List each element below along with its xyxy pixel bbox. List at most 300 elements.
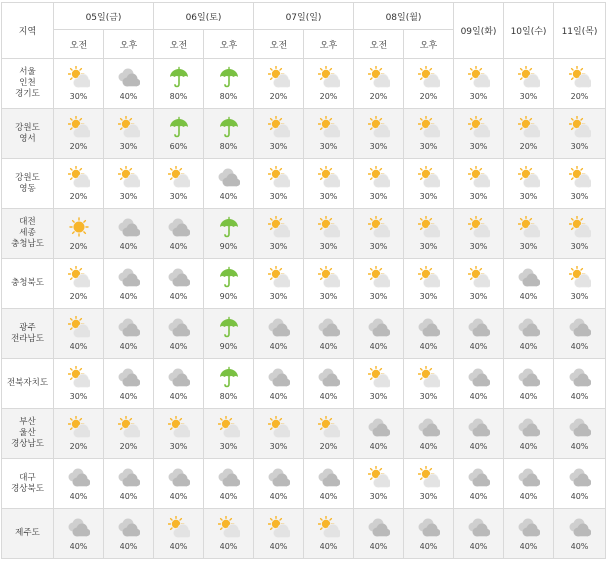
cloudy-icon [518,266,540,288]
cloudy-icon [518,316,540,338]
forecast-cell [154,209,204,259]
precipitation-probability: 40% [269,492,288,501]
precipitation-probability: 40% [119,542,138,551]
forecast-cell [554,159,606,209]
pm-header: 오후 [204,30,254,59]
region-name-line: 충청남도 [11,239,44,249]
umbrella-icon [218,66,240,88]
precipitation-probability: 20% [269,92,288,101]
forecast-cell [154,109,204,159]
forecast-cell [354,259,404,309]
region-name-line: 부산 [19,417,36,427]
forecast-cell [104,509,154,559]
forecast-cell [504,409,554,459]
forecast-cell [454,209,504,259]
forecast-cell [254,359,304,409]
forecast-cell [504,209,554,259]
precipitation-probability: 40% [169,242,188,251]
region-cell [2,509,54,559]
partly-cloudy-icon [368,216,390,238]
precipitation-probability: 40% [369,342,388,351]
day-header: 08일(월) [354,3,454,30]
partly-cloudy-icon [368,266,390,288]
precipitation-probability: 40% [419,542,438,551]
region-name-line: 세종 [19,228,36,238]
cloudy-icon [318,466,340,488]
forecast-cell [454,459,504,509]
partly-cloudy-icon [268,216,290,238]
partly-cloudy-icon [418,116,440,138]
forecast-cell [154,309,204,359]
table-row [2,309,606,359]
precipitation-probability: 40% [269,392,288,401]
forecast-cell [104,59,154,109]
partly-cloudy-icon [318,166,340,188]
forecast-cell [54,109,104,159]
forecast-cell [354,159,404,209]
day-header: 10일(수) [504,3,554,59]
forecast-cell [154,359,204,409]
region-cell [2,59,54,109]
precipitation-probability: 30% [469,292,488,301]
forecast-cell [404,309,454,359]
precipitation-probability: 80% [169,92,188,101]
partly-cloudy-icon [518,116,540,138]
forecast-cell [54,459,104,509]
precipitation-probability: 30% [469,142,488,151]
partly-cloudy-icon [468,66,490,88]
forecast-cell [304,509,354,559]
cloudy-icon [118,466,140,488]
day-header: 07일(일) [254,3,354,30]
forecast-cell [554,509,606,559]
precipitation-probability: 30% [169,192,188,201]
forecast-cell [254,509,304,559]
precipitation-probability: 30% [369,492,388,501]
forecast-cell [454,159,504,209]
precipitation-probability: 20% [319,92,338,101]
partly-cloudy-icon [518,66,540,88]
partly-cloudy-icon [68,166,90,188]
precipitation-probability: 40% [369,442,388,451]
forecast-cell [304,109,354,159]
precipitation-probability: 30% [419,242,438,251]
region-name-line: 경상북도 [11,483,44,494]
forecast-cell [354,209,404,259]
cloudy-icon [518,466,540,488]
partly-cloudy-icon [468,216,490,238]
partly-cloudy-icon [68,266,90,288]
forecast-cell [354,359,404,409]
partly-cloudy-icon [569,166,591,188]
region-cell [2,409,54,459]
precipitation-probability: 30% [570,192,589,201]
partly-cloudy-icon [218,516,240,538]
forecast-cell [404,209,454,259]
cloudy-icon [68,466,90,488]
forecast-cell [54,509,104,559]
precipitation-probability: 40% [519,492,538,501]
umbrella-icon [168,116,190,138]
precipitation-probability: 30% [419,292,438,301]
cloudy-icon [368,516,390,538]
precipitation-probability: 40% [119,492,138,501]
precipitation-probability: 40% [119,292,138,301]
partly-cloudy-icon [368,466,390,488]
umbrella-icon [218,266,240,288]
cloudy-icon [518,416,540,438]
precipitation-probability: 90% [219,342,238,351]
precipitation-probability: 40% [369,542,388,551]
region-name-line: 전라남도 [11,333,44,344]
cloudy-icon [168,366,190,388]
region-cell [2,209,54,259]
forecast-cell [54,309,104,359]
precipitation-probability: 40% [219,492,238,501]
forecast-cell [554,409,606,459]
forecast-cell [204,109,254,159]
table-row [2,359,606,409]
region-name-line: 대전 [19,217,36,227]
forecast-cell [104,209,154,259]
precipitation-probability: 30% [570,142,589,151]
day-header: 05일(금) [54,3,154,30]
region-cell [2,159,54,209]
forecast-cell [104,159,154,209]
table-row [2,459,606,509]
partly-cloudy-icon [268,416,290,438]
cloudy-icon [518,516,540,538]
precipitation-probability: 30% [269,142,288,151]
region-cell [2,459,54,509]
cloudy-icon [468,466,490,488]
umbrella-icon [218,316,240,338]
partly-cloudy-icon [68,366,90,388]
precipitation-probability: 30% [169,442,188,451]
forecast-cell [304,59,354,109]
partly-cloudy-icon [268,516,290,538]
precipitation-probability: 30% [319,192,338,201]
sun-icon [68,216,90,238]
forecast-cell [304,409,354,459]
forecast-cell [554,309,606,359]
forecast-cell [154,409,204,459]
umbrella-icon [218,366,240,388]
forecast-cell [454,59,504,109]
cloudy-icon [168,216,190,238]
forecast-cell [354,109,404,159]
forecast-cell [504,359,554,409]
forecast-cell [104,259,154,309]
forecast-cell [404,259,454,309]
cloudy-icon [268,366,290,388]
cloudy-icon [569,366,591,388]
region-cell [2,259,54,309]
forecast-cell [254,259,304,309]
precipitation-probability: 30% [69,92,88,101]
cloudy-icon [168,316,190,338]
partly-cloudy-icon [268,166,290,188]
precipitation-probability: 30% [69,392,88,401]
forecast-cell [154,259,204,309]
forecast-cell [304,259,354,309]
precipitation-probability: 30% [369,292,388,301]
precipitation-probability: 30% [419,192,438,201]
precipitation-probability: 40% [519,442,538,451]
forecast-cell [354,509,404,559]
partly-cloudy-icon [68,116,90,138]
cloudy-icon [168,466,190,488]
precipitation-probability: 20% [69,242,88,251]
cloudy-icon [168,266,190,288]
partly-cloudy-icon [468,266,490,288]
partly-cloudy-icon [168,516,190,538]
forecast-cell [454,409,504,459]
forecast-cell [354,309,404,359]
partly-cloudy-icon [318,266,340,288]
precipitation-probability: 40% [169,342,188,351]
am-header: 오전 [354,30,404,59]
precipitation-probability: 40% [169,392,188,401]
partly-cloudy-icon [168,416,190,438]
partly-cloudy-icon [368,66,390,88]
forecast-cell [254,109,304,159]
precipitation-probability: 30% [519,192,538,201]
precipitation-probability: 40% [570,442,589,451]
table-body [2,59,606,559]
partly-cloudy-icon [68,66,90,88]
cloudy-icon [268,466,290,488]
forecast-cell [304,309,354,359]
forecast-cell [254,59,304,109]
partly-cloudy-icon [418,66,440,88]
precipitation-probability: 30% [269,242,288,251]
precipitation-probability: 20% [519,142,538,151]
precipitation-probability: 20% [69,192,88,201]
cloudy-icon [518,366,540,388]
forecast-cell [454,359,504,409]
cloudy-icon [569,466,591,488]
umbrella-icon [218,116,240,138]
precipitation-probability: 40% [570,492,589,501]
forecast-cell [404,109,454,159]
cloudy-icon [118,366,140,388]
partly-cloudy-icon [418,366,440,388]
precipitation-probability: 30% [419,492,438,501]
table-header [2,3,606,59]
cloudy-icon [268,316,290,338]
precipitation-probability: 40% [269,542,288,551]
forecast-cell [104,459,154,509]
forecast-cell [54,209,104,259]
forecast-cell [304,159,354,209]
forecast-cell [54,59,104,109]
cloudy-icon [569,316,591,338]
partly-cloudy-icon [118,166,140,188]
umbrella-icon [168,66,190,88]
cloudy-icon [418,316,440,338]
table-row [2,509,606,559]
partly-cloudy-icon [518,216,540,238]
precipitation-probability: 30% [319,242,338,251]
forecast-cell [104,309,154,359]
forecast-cell [504,259,554,309]
precipitation-probability: 40% [69,342,88,351]
partly-cloudy-icon [418,466,440,488]
partly-cloudy-icon [318,416,340,438]
cloudy-icon [418,516,440,538]
precipitation-probability: 40% [319,392,338,401]
table-row [2,259,606,309]
forecast-cell [554,259,606,309]
forecast-cell [404,459,454,509]
precipitation-probability: 40% [469,442,488,451]
precipitation-probability: 30% [369,242,388,251]
precipitation-probability: 40% [570,542,589,551]
precipitation-probability: 40% [119,242,138,251]
precipitation-probability: 30% [269,192,288,201]
precipitation-probability: 80% [219,92,238,101]
precipitation-probability: 30% [369,192,388,201]
forecast-cell [404,359,454,409]
precipitation-probability: 40% [419,342,438,351]
precipitation-probability: 40% [119,92,138,101]
day-header: 06일(토) [154,3,254,30]
precipitation-probability: 30% [570,242,589,251]
precipitation-probability: 30% [469,92,488,101]
precipitation-probability: 20% [570,92,589,101]
forecast-cell [204,459,254,509]
precipitation-probability: 20% [69,292,88,301]
forecast-cell [304,359,354,409]
table-row [2,159,606,209]
pm-header: 오후 [404,30,454,59]
pm-header: 오후 [304,30,354,59]
region-cell [2,359,54,409]
partly-cloudy-icon [468,166,490,188]
partly-cloudy-icon [68,316,90,338]
precipitation-probability: 40% [469,492,488,501]
partly-cloudy-icon [569,216,591,238]
precipitation-probability: 30% [469,192,488,201]
forecast-cell [404,59,454,109]
cloudy-icon [368,316,390,338]
partly-cloudy-icon [368,166,390,188]
precipitation-probability: 30% [319,292,338,301]
partly-cloudy-icon [569,116,591,138]
cloudy-icon [318,316,340,338]
table-row [2,409,606,459]
precipitation-probability: 30% [519,242,538,251]
precipitation-probability: 20% [119,442,138,451]
forecast-cell [404,159,454,209]
forecast-cell [204,409,254,459]
region-name-line: 영서 [19,133,36,144]
region-cell [2,309,54,359]
partly-cloudy-icon [268,266,290,288]
forecast-cell [204,59,254,109]
cloudy-icon [118,266,140,288]
table-row [2,209,606,259]
cloudy-icon [468,316,490,338]
weather-forecast-table [1,2,606,559]
forecast-cell [554,109,606,159]
precipitation-probability: 80% [219,142,238,151]
forecast-cell [254,309,304,359]
precipitation-probability: 60% [169,142,188,151]
cloudy-icon [68,516,90,538]
partly-cloudy-icon [118,416,140,438]
partly-cloudy-icon [318,66,340,88]
precipitation-probability: 40% [319,542,338,551]
region-name-line: 서울 [19,67,36,77]
precipitation-probability: 30% [419,392,438,401]
partly-cloudy-icon [268,66,290,88]
region-name-line: 경기도 [15,89,40,99]
partly-cloudy-icon [418,166,440,188]
precipitation-probability: 40% [519,342,538,351]
forecast-cell [354,59,404,109]
partly-cloudy-icon [318,116,340,138]
cloudy-icon [218,166,240,188]
precipitation-probability: 30% [570,292,589,301]
precipitation-probability: 40% [169,292,188,301]
forecast-cell [554,459,606,509]
forecast-cell [454,309,504,359]
precipitation-probability: 40% [169,492,188,501]
partly-cloudy-icon [218,416,240,438]
table-row [2,59,606,109]
region-name-line: 대구 [19,472,36,483]
forecast-cell [204,309,254,359]
cloudy-icon [118,316,140,338]
precipitation-probability: 90% [219,242,238,251]
forecast-cell [554,359,606,409]
forecast-cell [254,459,304,509]
precipitation-probability: 30% [369,392,388,401]
precipitation-probability: 40% [519,292,538,301]
region-name-line: 제주도 [15,528,40,538]
cloudy-icon [468,516,490,538]
region-name-line: 영동 [19,183,36,194]
precipitation-probability: 40% [469,542,488,551]
forecast-cell [454,509,504,559]
forecast-cell [554,59,606,109]
forecast-cell [404,409,454,459]
precipitation-probability: 30% [319,142,338,151]
precipitation-probability: 40% [469,392,488,401]
precipitation-probability: 40% [319,342,338,351]
precipitation-probability: 40% [219,542,238,551]
forecast-cell [504,59,554,109]
precipitation-probability: 40% [269,342,288,351]
forecast-cell [204,209,254,259]
forecast-cell [504,459,554,509]
partly-cloudy-icon [518,166,540,188]
forecast-cell [504,109,554,159]
region-name-line: 전북자치도 [6,378,49,388]
region-name-line: 경상남도 [11,439,44,449]
region-name-line: 강원도 [15,172,40,183]
precipitation-probability: 20% [419,92,438,101]
cloudy-icon [468,416,490,438]
table-row [2,109,606,159]
am-header: 오전 [54,30,104,59]
cloudy-icon [418,416,440,438]
partly-cloudy-icon [468,116,490,138]
forecast-cell [554,209,606,259]
cloudy-icon [118,66,140,88]
